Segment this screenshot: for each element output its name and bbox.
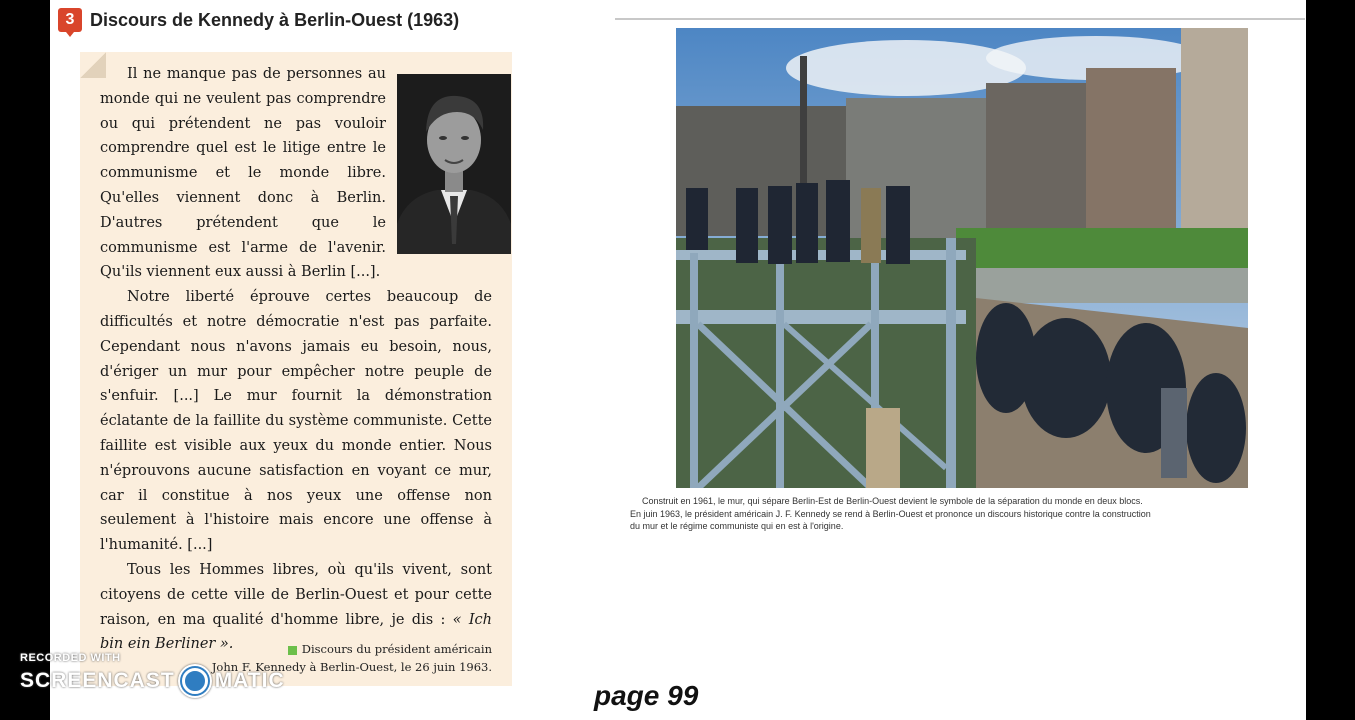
- watermark-recorded-label: RECORDED WITH: [20, 652, 121, 664]
- speech-paragraph-2: Notre liberté éprouve certes beaucoup de difficultés et notre démocratie n'est pas parfaite. Cependant nous n'avons jamais eu besoin, nous, d'ériger un mur pour empêcher notre peuple de s'enfuir. [...] Le mur fournit la démonstration éclatante de la faillite du système communiste. Cette faillite est visible aux yeux du monde entier. Nous n'éprouvons aucune satisfaction en voyant ce mur, car il constitue à nos yeux une offense non seulement à l'histoire mais encore une offense à l'humanité. [...]: [100, 289, 492, 554]
- document-header: [58, 6, 459, 34]
- caption-line-1: Construit en 1961, le mur, qui sépare Berlin-Est de Berlin-Ouest devient le symbole de la séparation du monde en deux blocs.: [642, 496, 1143, 506]
- watermark-brand-left: SCREENCAST: [20, 669, 175, 692]
- berliner-quote: « Ich bin ein Berliner ».: [100, 611, 493, 653]
- textbook-page: [50, 0, 1306, 720]
- page-number: page 99: [594, 680, 699, 711]
- caption-line-3: du mur et le régime communiste qui en est à l'origine.: [630, 521, 844, 531]
- speech-text: [100, 62, 492, 657]
- top-divider: [615, 18, 1305, 20]
- caption-line-2: En juin 1963, le président américain J. F. Kennedy se rend à Berlin-Ouest et prononce un discours historique contre la construction: [630, 508, 1151, 519]
- photo-caption: [630, 495, 1294, 533]
- source-bullet-icon: [288, 646, 297, 655]
- document-title: Discours de Kennedy à Berlin-Ouest (1963): [90, 9, 460, 30]
- source-line-1: Discours du président américain: [301, 642, 492, 656]
- berlin-wall-photo: [676, 28, 1248, 488]
- speech-paragraph-1: Il ne manque pas de personnes au monde qui ne veulent pas comprendre ou qui prétendent ne pas vouloir comprendre quel est le litige entre le communisme et le monde libre. Qu'elles viennent donc à Berlin. D'autres prétendent que le communisme est l'arme de l'avenir. Qu'ils viennent eux aussi à Berlin [...].: [100, 66, 386, 281]
- source-line-2: John F. Kennedy à Berlin-Ouest, le 26 juin 1963.: [211, 660, 492, 674]
- screencast-logo-icon: [178, 664, 212, 698]
- speech-paragraph-3-text: Tous les Hommes libres, où qu'ils vivent, sont citoyens de cette ville de Berlin-Ouest et pour cette raison, en ma qualité d'homme libre, je dis :: [100, 561, 492, 628]
- watermark-brand-right: MATIC: [214, 669, 285, 692]
- screencast-watermark: [20, 652, 285, 698]
- document-number-badge: 3: [58, 8, 82, 32]
